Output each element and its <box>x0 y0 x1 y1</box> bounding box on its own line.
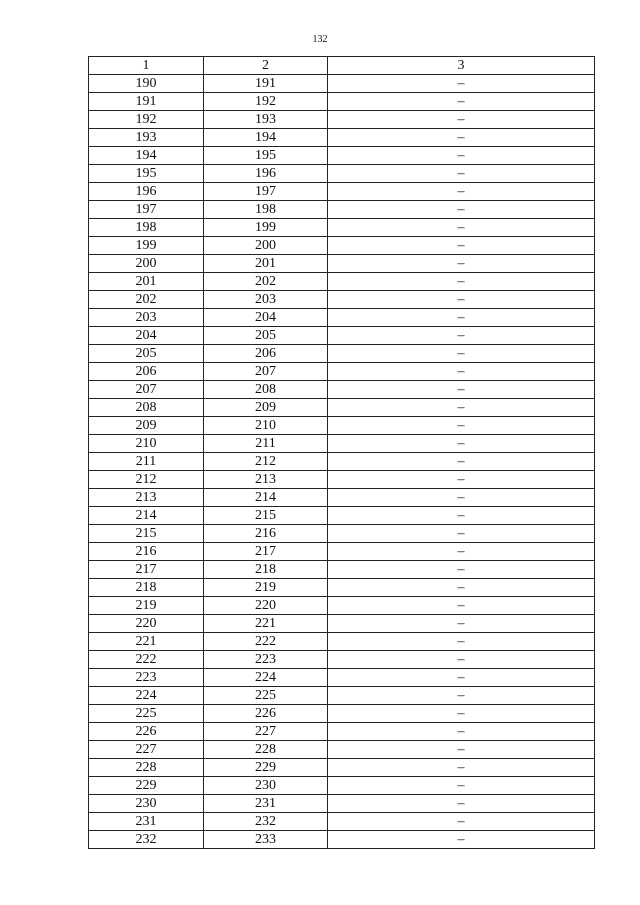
table-cell-col-2: 227 <box>204 723 328 741</box>
table-cell-col-2: 210 <box>204 417 328 435</box>
table-cell-col-3: – <box>328 561 595 579</box>
table-cell-col-2: 230 <box>204 777 328 795</box>
table-row <box>89 741 595 759</box>
table-cell-col-2: 208 <box>204 381 328 399</box>
table-cell-col-2: 222 <box>204 633 328 651</box>
table-cell-col-2: 192 <box>204 93 328 111</box>
table-cell-col-2: 199 <box>204 219 328 237</box>
table-cell-col-2: 211 <box>204 435 328 453</box>
table-cell-col-2: 229 <box>204 759 328 777</box>
table-cell-col-1: 228 <box>89 759 204 777</box>
table-cell-col-1: 203 <box>89 309 204 327</box>
table-cell-col-3: – <box>328 489 595 507</box>
table-row <box>89 795 595 813</box>
table-row <box>89 471 595 489</box>
table-cell-col-1: 225 <box>89 705 204 723</box>
table-cell-col-2: 193 <box>204 111 328 129</box>
column-header-2: 2 <box>204 57 328 75</box>
table-row <box>89 363 595 381</box>
table-cell-col-1: 215 <box>89 525 204 543</box>
table-body <box>89 57 595 849</box>
table-row <box>89 525 595 543</box>
table-row <box>89 201 595 219</box>
table-cell-col-3: – <box>328 777 595 795</box>
table-cell-col-3: – <box>328 525 595 543</box>
table-cell-col-3: – <box>328 507 595 525</box>
table-cell-col-3: – <box>328 75 595 93</box>
table-cell-col-1: 227 <box>89 741 204 759</box>
table-cell-col-1: 216 <box>89 543 204 561</box>
table-cell-col-2: 231 <box>204 795 328 813</box>
table-cell-col-3: – <box>328 111 595 129</box>
table-cell-col-1: 209 <box>89 417 204 435</box>
table-row <box>89 705 595 723</box>
table-cell-col-3: – <box>328 615 595 633</box>
table-cell-col-2: 212 <box>204 453 328 471</box>
table-cell-col-3: – <box>328 381 595 399</box>
table-cell-col-1: 197 <box>89 201 204 219</box>
table-row <box>89 165 595 183</box>
table-cell-col-1: 208 <box>89 399 204 417</box>
table-cell-col-1: 195 <box>89 165 204 183</box>
table-cell-col-3: – <box>328 453 595 471</box>
table-cell-col-2: 217 <box>204 543 328 561</box>
table-cell-col-2: 225 <box>204 687 328 705</box>
table-cell-col-2: 194 <box>204 129 328 147</box>
table-row <box>89 111 595 129</box>
data-table <box>88 56 595 849</box>
table-row <box>89 273 595 291</box>
table-cell-col-3: – <box>328 687 595 705</box>
table-row <box>89 453 595 471</box>
table-cell-col-3: – <box>328 165 595 183</box>
table-row <box>89 489 595 507</box>
table-cell-col-2: 216 <box>204 525 328 543</box>
table-row <box>89 237 595 255</box>
table-cell-col-3: – <box>328 273 595 291</box>
table-cell-col-3: – <box>328 399 595 417</box>
table-cell-col-3: – <box>328 471 595 489</box>
table-cell-col-1: 201 <box>89 273 204 291</box>
table-cell-col-2: 205 <box>204 327 328 345</box>
table-row <box>89 147 595 165</box>
table-cell-col-1: 199 <box>89 237 204 255</box>
table-cell-col-3: – <box>328 633 595 651</box>
table-cell-col-3: – <box>328 651 595 669</box>
table-cell-col-1: 190 <box>89 75 204 93</box>
table-cell-col-3: – <box>328 795 595 813</box>
table-cell-col-3: – <box>328 201 595 219</box>
table-row <box>89 183 595 201</box>
table-cell-col-3: – <box>328 129 595 147</box>
table-row <box>89 777 595 795</box>
table-row <box>89 381 595 399</box>
table-cell-col-2: 218 <box>204 561 328 579</box>
page-number: 132 <box>312 34 328 45</box>
table-cell-col-2: 228 <box>204 741 328 759</box>
table-cell-col-2: 223 <box>204 651 328 669</box>
table-row <box>89 831 595 849</box>
table-cell-col-3: – <box>328 309 595 327</box>
table-row <box>89 399 595 417</box>
table-cell-col-2: 213 <box>204 471 328 489</box>
table-row <box>89 255 595 273</box>
table-cell-col-2: 214 <box>204 489 328 507</box>
table-cell-col-2: 195 <box>204 147 328 165</box>
table-cell-col-2: 204 <box>204 309 328 327</box>
table-cell-col-2: 203 <box>204 291 328 309</box>
table-cell-col-3: – <box>328 723 595 741</box>
table-cell-col-1: 217 <box>89 561 204 579</box>
table-cell-col-1: 218 <box>89 579 204 597</box>
table-cell-col-1: 192 <box>89 111 204 129</box>
table-cell-col-3: – <box>328 705 595 723</box>
table-cell-col-1: 191 <box>89 93 204 111</box>
table-row <box>89 291 595 309</box>
table-cell-col-1: 231 <box>89 813 204 831</box>
table-cell-col-3: – <box>328 759 595 777</box>
table-row <box>89 723 595 741</box>
table-cell-col-2: 219 <box>204 579 328 597</box>
table-cell-col-3: – <box>328 147 595 165</box>
table-cell-col-1: 213 <box>89 489 204 507</box>
table-row <box>89 633 595 651</box>
table-row <box>89 507 595 525</box>
table-cell-col-1: 198 <box>89 219 204 237</box>
table-row <box>89 93 595 111</box>
table-cell-col-1: 206 <box>89 363 204 381</box>
table-cell-col-1: 194 <box>89 147 204 165</box>
table-cell-col-1: 221 <box>89 633 204 651</box>
table-cell-col-2: 207 <box>204 363 328 381</box>
column-header-1: 1 <box>89 57 204 75</box>
table-row <box>89 561 595 579</box>
table-cell-col-2: 202 <box>204 273 328 291</box>
table-cell-col-1: 210 <box>89 435 204 453</box>
table-cell-col-3: – <box>328 435 595 453</box>
table-row <box>89 615 595 633</box>
table-cell-col-1: 222 <box>89 651 204 669</box>
table-cell-col-3: – <box>328 237 595 255</box>
table-row <box>89 579 595 597</box>
table-cell-col-2: 233 <box>204 831 328 849</box>
table-row <box>89 687 595 705</box>
table-cell-col-1: 226 <box>89 723 204 741</box>
table-row <box>89 75 595 93</box>
table-cell-col-3: – <box>328 255 595 273</box>
table-row <box>89 309 595 327</box>
table-cell-col-1: 196 <box>89 183 204 201</box>
table-row <box>89 435 595 453</box>
table-cell-col-1: 229 <box>89 777 204 795</box>
table-row <box>89 219 595 237</box>
table-cell-col-1: 224 <box>89 687 204 705</box>
table-cell-col-2: 201 <box>204 255 328 273</box>
table-cell-col-1: 214 <box>89 507 204 525</box>
table-cell-col-2: 197 <box>204 183 328 201</box>
table-cell-col-3: – <box>328 291 595 309</box>
table-cell-col-2: 226 <box>204 705 328 723</box>
table-cell-col-3: – <box>328 579 595 597</box>
table-cell-col-1: 212 <box>89 471 204 489</box>
table-cell-col-3: – <box>328 741 595 759</box>
table-cell-col-1: 211 <box>89 453 204 471</box>
table-cell-col-2: 191 <box>204 75 328 93</box>
column-header-3: 3 <box>328 57 595 75</box>
table-cell-col-1: 230 <box>89 795 204 813</box>
table-cell-col-1: 223 <box>89 669 204 687</box>
table-row <box>89 813 595 831</box>
table-cell-col-1: 219 <box>89 597 204 615</box>
table-row <box>89 345 595 363</box>
table-cell-col-2: 196 <box>204 165 328 183</box>
table-cell-col-1: 200 <box>89 255 204 273</box>
table-cell-col-3: – <box>328 813 595 831</box>
table-cell-col-1: 220 <box>89 615 204 633</box>
table-cell-col-3: – <box>328 543 595 561</box>
table-cell-col-1: 207 <box>89 381 204 399</box>
table-cell-col-3: – <box>328 219 595 237</box>
table-row <box>89 129 595 147</box>
table-cell-col-3: – <box>328 363 595 381</box>
table-cell-col-2: 232 <box>204 813 328 831</box>
table-row <box>89 759 595 777</box>
table-cell-col-2: 215 <box>204 507 328 525</box>
table-cell-col-2: 221 <box>204 615 328 633</box>
header-row <box>89 57 595 75</box>
table-row <box>89 327 595 345</box>
table-cell-col-3: – <box>328 327 595 345</box>
table-row <box>89 669 595 687</box>
table-cell-col-3: – <box>328 93 595 111</box>
table-cell-col-2: 200 <box>204 237 328 255</box>
table-cell-col-1: 193 <box>89 129 204 147</box>
table-cell-col-3: – <box>328 597 595 615</box>
table-row <box>89 417 595 435</box>
table-cell-col-3: – <box>328 669 595 687</box>
table-cell-col-2: 220 <box>204 597 328 615</box>
table-cell-col-2: 198 <box>204 201 328 219</box>
table-cell-col-2: 224 <box>204 669 328 687</box>
table-row <box>89 543 595 561</box>
table-cell-col-2: 206 <box>204 345 328 363</box>
table-cell-col-3: – <box>328 345 595 363</box>
table-cell-col-3: – <box>328 183 595 201</box>
table-cell-col-1: 232 <box>89 831 204 849</box>
table-row <box>89 651 595 669</box>
table-cell-col-1: 202 <box>89 291 204 309</box>
table-cell-col-1: 204 <box>89 327 204 345</box>
table-cell-col-3: – <box>328 831 595 849</box>
table-cell-col-1: 205 <box>89 345 204 363</box>
table-cell-col-2: 209 <box>204 399 328 417</box>
table-cell-col-3: – <box>328 417 595 435</box>
table-row <box>89 597 595 615</box>
